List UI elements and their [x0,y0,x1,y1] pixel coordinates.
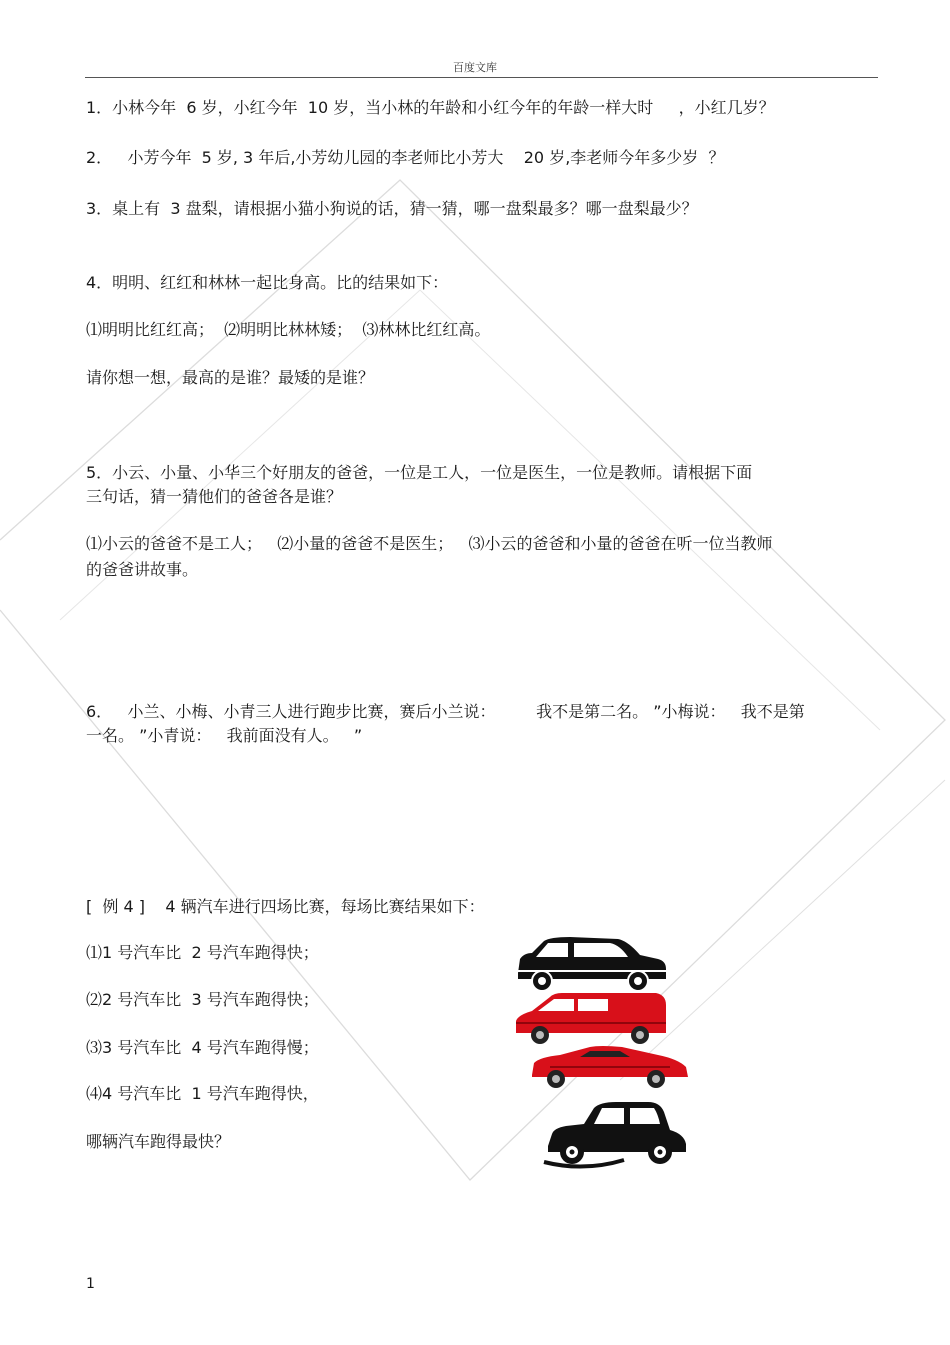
page-header-title: 百度文库 [453,61,497,74]
red-sports-car-icon [532,1046,688,1088]
question-5-line-2: 三句话，猜一猜他们的爸爸各是谁？ [86,487,343,506]
red-van-icon [516,993,666,1044]
page-number: 1 [86,1276,95,1292]
example-4-clue-1: ⑴1 号汽车比 2 号汽车跑得快； [86,943,319,962]
vintage-car-icon [544,1102,686,1167]
car-illustration [510,935,700,1175]
question-4-question: 请你想一想，最高的是谁？最矮的是谁？ [86,368,375,387]
question-3: 3．桌上有 3 盘梨，请根据小猫小狗说的话，猜一猜，哪一盘梨最多？哪一盘梨最少？ [86,199,698,218]
black-hatchback-icon [518,937,666,991]
question-5-clue-line-1: ⑴小云的爸爸不是工人； ⑵小量的爸爸不是医生； ⑶小云的爸爸和小量的爸爸在听一位当教师 [86,534,773,553]
question-6-line-1: 6． 小兰、小梅、小青三人进行跑步比赛，赛后小兰说： 我不是第二名。 ”小梅说： 我不是第 [86,702,805,721]
example-4-intro: [ 例 4 ] 4 辆汽车进行四场比赛，每场比赛结果如下： [86,897,485,916]
question-1: 1．小林今年 6 岁，小红今年 10 岁，当小林的年龄和小红今年的年龄一样大时 ，小红几岁？ [86,98,775,117]
question-2: 2． 小芳今年 5 岁, 3 年后,小芳幼儿园的李老师比小芳大 20 岁,李老师今年多少岁 ？ [86,148,725,167]
question-4-clues: ⑴明明比红红高； ⑵明明比林林矮； ⑶林林比红红高。 [86,320,491,339]
question-4-intro: 4．明明、红红和林林一起比身高。比的结果如下： [86,273,449,292]
example-4-clue-2: ⑵2 号汽车比 3 号汽车跑得快； [86,990,319,1009]
question-5-clue-line-2: 的爸爸讲故事。 [86,560,199,579]
question-5-line-1: 5．小云、小量、小华三个好朋友的爸爸，一位是工人，一位是医生，一位是教师。请根据下面 [86,463,753,482]
question-6-line-2: 一名。 ”小青说： 我前面没有人。 ” [86,726,363,745]
example-4-question: 哪辆汽车跑得最快？ [86,1132,231,1151]
example-4-clue-3: ⑶3 号汽车比 4 号汽车跑得慢； [86,1038,319,1057]
header-divider [85,77,878,78]
example-4-clue-4: ⑷4 号汽车比 1 号汽车跑得快， [86,1084,319,1103]
